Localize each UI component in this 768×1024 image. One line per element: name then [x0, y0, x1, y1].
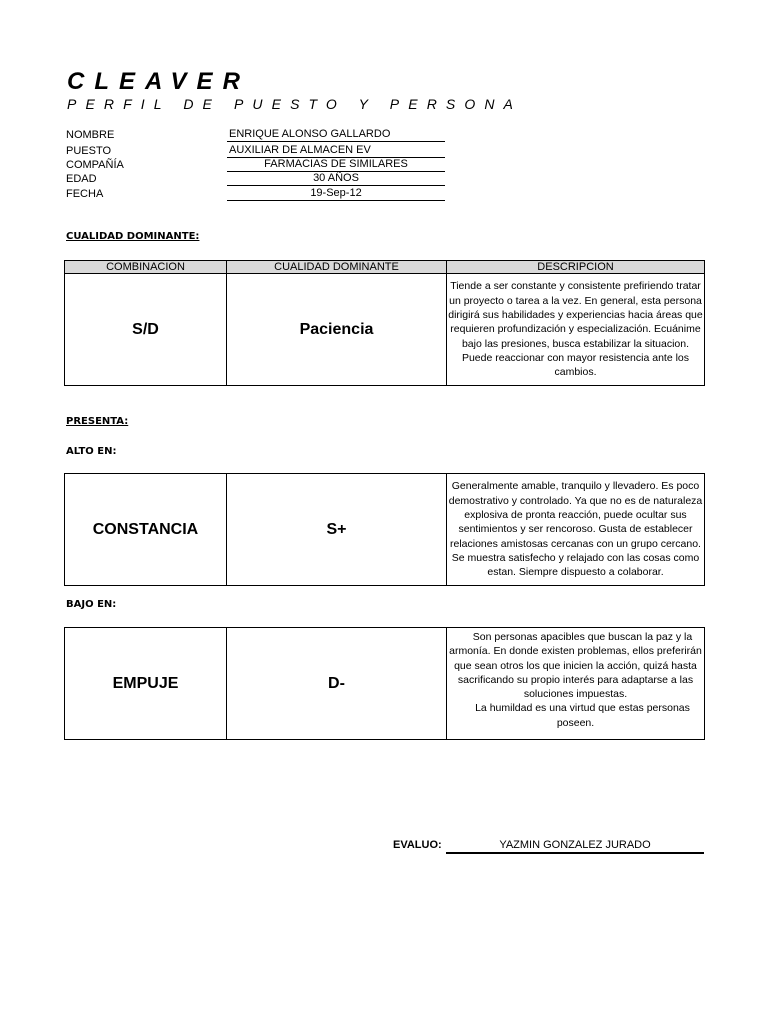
compania-value: FARMACIAS DE SIMILARES [227, 158, 445, 172]
column-header-cualidad: CUALIDAD DOMINANTE [227, 261, 447, 274]
compania-label: COMPAÑÍA [66, 159, 124, 171]
evaluo-label: EVALUO: [393, 839, 442, 851]
alto-factor: CONSTANCIA [65, 474, 227, 586]
puesto-value: AUXILIAR DE ALMACEN EV [227, 144, 445, 158]
nombre-value: ENRIQUE ALONSO GALLARDO [227, 128, 445, 142]
fecha-value: 19-Sep-12 [227, 187, 445, 201]
bajo-description-paragraph-2: La humildad es una virtud que estas personas poseen. [475, 702, 690, 729]
document-title: CLEAVER [67, 68, 250, 95]
evaluo-value: YAZMIN GONZALEZ JURADO [446, 838, 704, 854]
bajo-en-heading: BAJO EN: [66, 599, 117, 610]
alto-en-table [64, 473, 705, 586]
bajo-factor: EMPUJE [65, 628, 227, 740]
combinacion-value: S/D [65, 274, 227, 386]
bajo-description [447, 628, 705, 740]
column-header-descripcion: DESCRIPCION [447, 261, 705, 274]
alto-en-heading: ALTO EN: [66, 446, 117, 457]
document-subtitle: PERFIL DE PUESTO Y PERSONA [67, 96, 522, 112]
cualidad-value: Paciencia [227, 274, 447, 386]
column-header-combinacion: COMBINACION [65, 261, 227, 274]
bajo-description-paragraph-1: Son personas apacibles que buscan la paz y la armonía. En donde existen problemas, ellos preferirán que sean otros los que inicien la acción, quizá hasta sacrificando su propio interés para adaptarse a las soluciones impuestas. [449, 631, 702, 701]
alto-nivel: S+ [227, 474, 447, 586]
bajo-en-table [64, 627, 705, 740]
nombre-label: NOMBRE [66, 129, 115, 141]
alto-description: Generalmente amable, tranquilo y llevadero. Es poco demostrativo y controlado. Ya que no es de naturaleza explosiva de pronta reacción, puede ocultar sus sentimientos y ser rencoroso. Gusta de establecer relaciones amistosas cercanas con un grupo cercano. Se muestra satisfecho y relajado con las cosas como estan. Siempre dispuesto a colaborar. [447, 474, 705, 586]
edad-label: EDAD [66, 173, 97, 185]
presenta-heading: PRESENTA: [66, 416, 129, 427]
bajo-nivel: D- [227, 628, 447, 740]
puesto-label: PUESTO [66, 145, 112, 157]
edad-value: 30 AÑOS [227, 172, 445, 186]
cualidad-dominante-heading: CUALIDAD DOMINANTE: [66, 231, 200, 242]
fecha-label: FECHA [66, 188, 104, 200]
cualidad-description: Tiende a ser constante y consistente prefiriendo tratar un proyecto o tarea a la vez. En general, esta persona dirigirá sus habilidades y experiencias hacia áreas que requieren profundización y especialización. Ecuánime bajo las presiones, busca estabilizar la situacion. Puede reaccionar con mayor resistencia ante los cambios. [447, 274, 705, 386]
cualidad-dominante-table [64, 260, 705, 386]
